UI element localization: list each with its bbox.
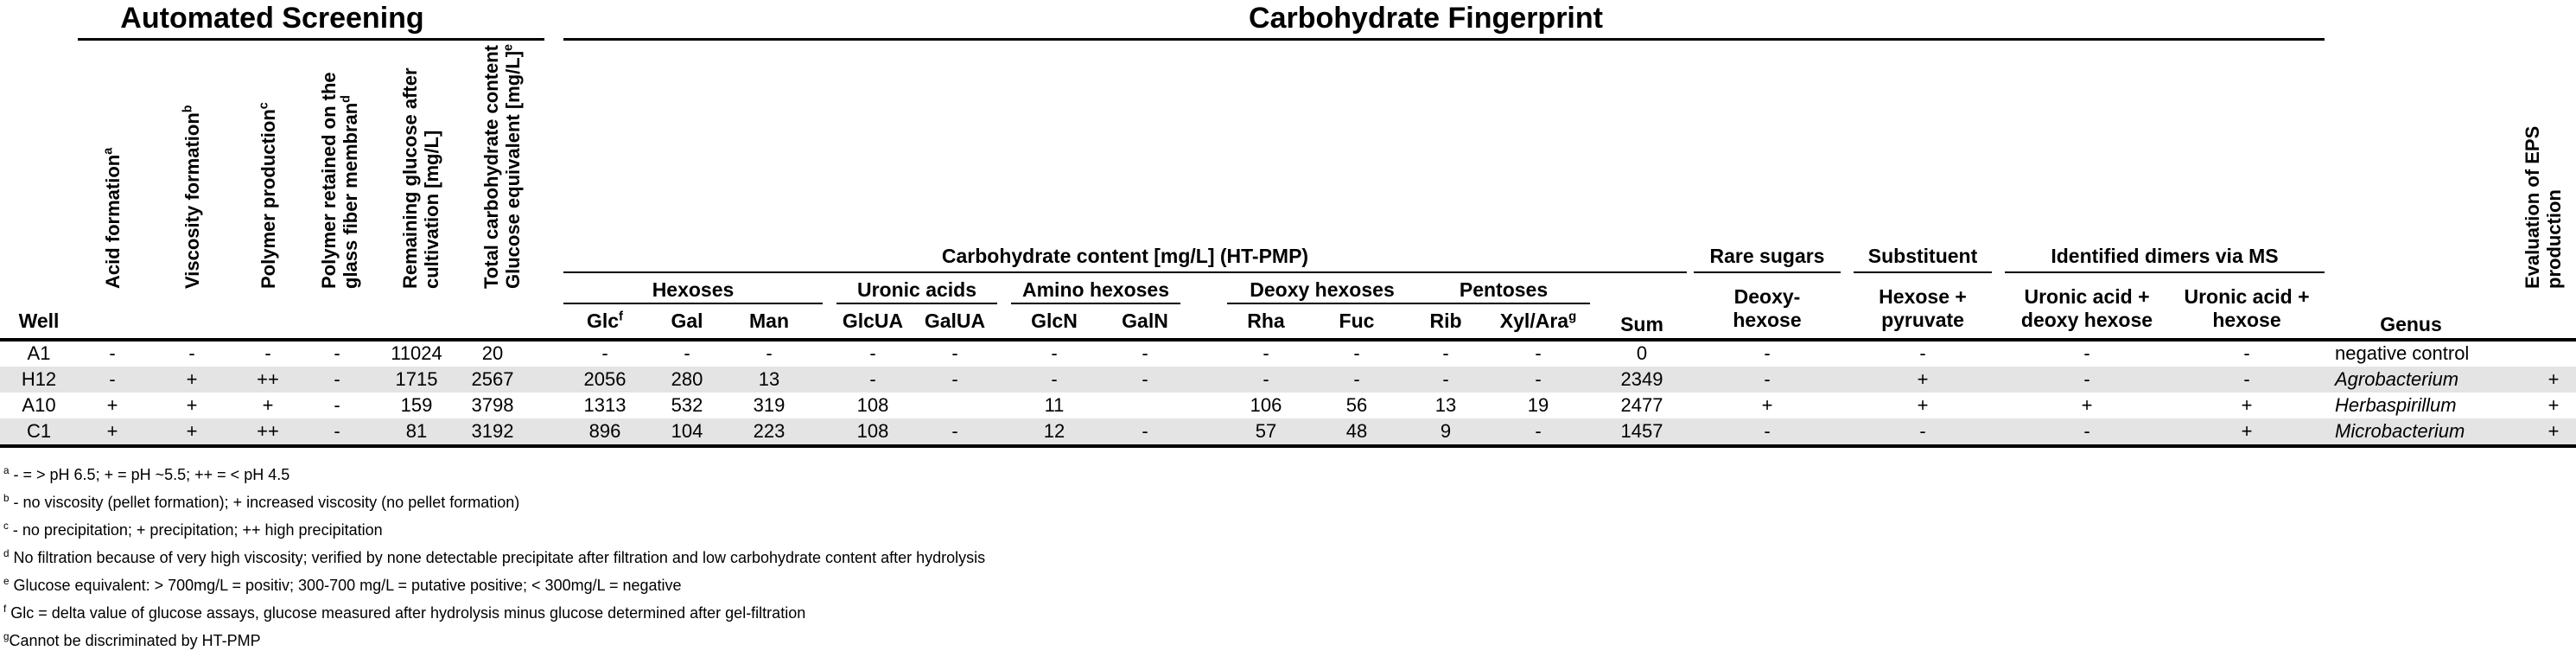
- header-uronic-deoxy: Uronic acid + deoxy hexose: [2020, 285, 2153, 331]
- cell-fuc: -: [1353, 342, 1360, 364]
- rule-rare: [1694, 271, 1841, 273]
- cell-eps: +: [2547, 368, 2560, 390]
- footnote-f: $^f$ Glc = delta value of glucose assays, glucose measured after hydrolysis minus glucose determined after gel-filtration: [3, 603, 806, 622]
- cell-well: A10: [22, 394, 56, 416]
- cell-genus: negative control: [2335, 342, 2470, 364]
- cell-sum: 2349: [1620, 368, 1663, 390]
- cell-uah: -: [2243, 342, 2250, 364]
- cell-rib: 9: [1440, 420, 1452, 442]
- rule-amino: [1011, 303, 1180, 304]
- cell-well: C1: [26, 420, 52, 442]
- footnote-b: $^b$ - no viscosity (pellet formation); + increased viscosity (no pellet formation): [3, 493, 520, 511]
- cell-man: 319: [753, 394, 786, 416]
- cell-hexpyr: +: [1917, 368, 1929, 390]
- cell-well: A1: [27, 342, 51, 364]
- cell-glcua: 108: [856, 420, 889, 442]
- rule-hexoses: [563, 303, 823, 304]
- header-galn: GalN: [1122, 310, 1168, 332]
- cell-glc: 896: [588, 420, 621, 442]
- header-glc: Glc$^f$: [586, 309, 624, 332]
- header-glcn: GlcN: [1031, 310, 1078, 332]
- header-fuc: Fuc: [1339, 310, 1375, 332]
- group-pentoses: Pentoses: [1459, 278, 1549, 301]
- cell-rib: -: [1442, 342, 1449, 364]
- cell-glu: 159: [400, 394, 433, 416]
- cell-gal: 104: [671, 420, 703, 442]
- cell-uad: -: [2083, 420, 2090, 442]
- cell-galua: -: [951, 420, 958, 442]
- cell-glc: 1313: [583, 394, 627, 416]
- header-polymer-production: Polymer production$^c$: [257, 102, 279, 289]
- header-gal: Gal: [671, 310, 703, 332]
- cell-visc: -: [188, 342, 195, 364]
- cell-glcua: -: [869, 342, 876, 364]
- group-hexoses: Hexoses: [652, 278, 735, 301]
- cell-deoxy: -: [1764, 368, 1771, 390]
- header-eps-evaluation: Evaluation of EPS production: [2522, 125, 2565, 289]
- cell-xyl: 19: [1527, 394, 1549, 416]
- cell-eps: +: [2547, 394, 2560, 416]
- cell-glcn: 12: [1043, 420, 1065, 442]
- cell-sum: 1457: [1620, 420, 1663, 442]
- cell-deoxy: -: [1764, 420, 1771, 442]
- cell-glu: 11024: [391, 342, 442, 364]
- cell-rha: 106: [1250, 394, 1282, 416]
- header-sum: Sum: [1620, 313, 1663, 335]
- cell-visc: +: [186, 394, 198, 416]
- cell-sum: 2477: [1620, 394, 1663, 416]
- cell-glcn: -: [1051, 368, 1058, 390]
- cell-uah: +: [2241, 420, 2253, 442]
- cell-xyl: -: [1535, 342, 1542, 364]
- cell-poly: -: [264, 342, 271, 364]
- header-galua: GalUA: [924, 310, 986, 332]
- header-hexose-pyruvate: Hexose + pyruvate: [1879, 285, 1967, 331]
- header-uronic-hexose: Uronic acid + hexose: [2184, 285, 2310, 331]
- header-well: Well: [18, 310, 60, 332]
- group-identified-dimers: Identified dimers via MS: [2051, 245, 2279, 267]
- header-xyl-ara: Xyl/Ara$^g$: [1499, 309, 1577, 332]
- cell-galua: -: [951, 368, 958, 390]
- cell-glcn: 11: [1044, 394, 1065, 416]
- cell-gal: -: [684, 342, 690, 364]
- cell-gal: 280: [671, 368, 703, 390]
- rule-dimers: [2005, 271, 2325, 273]
- cell-hexpyr: +: [1917, 394, 1929, 416]
- cell-man: -: [766, 342, 773, 364]
- cell-gal: 532: [671, 394, 703, 416]
- cell-poly: ++: [257, 368, 279, 390]
- cell-fuc: -: [1353, 368, 1360, 390]
- footnote-d: $^d$ No filtration because of very high viscosity; verified by none detectable precipitate after filtration and low carbohydrate content after hydrolysis: [3, 548, 986, 566]
- rule-carb-content: [563, 271, 1687, 273]
- cell-fuc: 48: [1345, 420, 1368, 442]
- cell-glu: 1715: [395, 368, 438, 390]
- group-substituent: Substituent: [1867, 245, 1978, 267]
- cell-xyl: -: [1535, 368, 1542, 390]
- cell-poly: ++: [257, 420, 279, 442]
- cell-ret: -: [334, 420, 340, 442]
- cell-rib: -: [1442, 368, 1449, 390]
- header-genus: Genus: [2380, 313, 2442, 335]
- cell-total: 3192: [471, 420, 514, 442]
- header-rib: Rib: [1429, 310, 1462, 332]
- rule-automated: [78, 38, 544, 41]
- cell-glcua: 108: [856, 394, 889, 416]
- cell-glc: -: [601, 342, 608, 364]
- cell-uad: +: [2081, 394, 2093, 416]
- cell-rha: 57: [1255, 420, 1277, 442]
- cell-glcn: -: [1051, 342, 1058, 364]
- header-deoxy-hexose: Deoxy- hexose: [1733, 285, 1802, 331]
- cell-ret: -: [334, 342, 340, 364]
- header-man: Man: [749, 310, 789, 332]
- cell-acid: +: [106, 394, 118, 416]
- cell-deoxy: +: [1761, 394, 1773, 416]
- cell-ret: -: [334, 368, 340, 390]
- footnote-a: $^a$ - = > pH 6.5; + = pH ~5.5; ++ = < pH 4.5: [3, 465, 290, 483]
- header-remaining-glucose: Remaining glucose after cultivation [mg/L]: [399, 67, 442, 289]
- cell-genus: Agrobacterium: [2335, 368, 2459, 390]
- cell-rha: -: [1263, 342, 1269, 364]
- header-viscosity-formation: Viscosity formation$^b$: [181, 105, 203, 289]
- header-total-carbohydrate: Total carbohydrate content Glucose equivalent $[mg/L]^e$: [480, 44, 524, 289]
- rule-table-bottom: [0, 444, 2576, 448]
- cell-total: 2567: [471, 368, 514, 390]
- cell-total: 3798: [471, 394, 514, 416]
- cell-xyl: -: [1535, 420, 1542, 442]
- cell-poly: +: [262, 394, 274, 416]
- rule-deoxy: [1227, 303, 1417, 304]
- cell-deoxy: -: [1764, 342, 1771, 364]
- cell-acid: -: [109, 368, 116, 390]
- cell-man: 13: [758, 368, 780, 390]
- section-carbohydrate-fingerprint: Carbohydrate Fingerprint: [1249, 2, 1603, 35]
- cell-galn: -: [1142, 420, 1148, 442]
- cell-acid: +: [106, 420, 118, 442]
- footnote-g: $^g$Cannot be discriminated by HT-PMP: [3, 631, 261, 649]
- cell-glc: 2056: [583, 368, 627, 390]
- footnote-c: $^c$ - no precipitation; + precipitation; ++ high precipitation: [3, 520, 383, 539]
- cell-sum: 0: [1636, 342, 1648, 364]
- header-glcua: GlcUA: [842, 310, 904, 332]
- group-deoxy-hexoses: Deoxy hexoses: [1250, 278, 1395, 301]
- cell-uad: -: [2083, 368, 2090, 390]
- cell-man: 223: [753, 420, 786, 442]
- section-automated-screening: Automated Screening: [120, 2, 424, 35]
- cell-glu: 81: [405, 420, 428, 442]
- cell-rha: -: [1263, 368, 1269, 390]
- rule-substituent: [1854, 271, 1992, 273]
- cell-total: 20: [481, 342, 504, 364]
- rule-fingerprint: [563, 38, 2325, 41]
- group-amino-hexoses: Amino hexoses: [1022, 278, 1169, 301]
- cell-visc: +: [186, 368, 198, 390]
- header-acid-formation: Acid formation$^a$: [101, 147, 124, 289]
- header-polymer-retained: Polymer retained on the glass fiber membran$^d$: [318, 72, 361, 289]
- cell-fuc: 56: [1345, 394, 1368, 416]
- cell-uah: +: [2241, 394, 2253, 416]
- cell-uah: -: [2243, 368, 2250, 390]
- cell-hexpyr: -: [1919, 342, 1926, 364]
- cell-glcua: -: [869, 368, 876, 390]
- cell-rib: 13: [1434, 394, 1457, 416]
- cell-eps: +: [2547, 420, 2560, 442]
- cell-galn: -: [1142, 342, 1148, 364]
- cell-ret: -: [334, 394, 340, 416]
- header-carb-content: Carbohydrate content [mg/L] (HT-PMP): [941, 245, 1309, 267]
- cell-visc: +: [186, 420, 198, 442]
- cell-uad: -: [2083, 342, 2090, 364]
- group-rare-sugars: Rare sugars: [1709, 245, 1825, 267]
- rule-pentoses: [1417, 303, 1590, 304]
- cell-well: H12: [21, 368, 57, 390]
- cell-galua: -: [951, 342, 958, 364]
- group-uronic-acids: Uronic acids: [856, 278, 977, 301]
- cell-acid: -: [109, 342, 116, 364]
- rule-uronic: [836, 303, 997, 304]
- cell-galn: -: [1142, 368, 1148, 390]
- cell-genus: Herbaspirillum: [2335, 394, 2457, 416]
- cell-genus: Microbacterium: [2335, 420, 2465, 442]
- cell-hexpyr: -: [1919, 420, 1926, 442]
- header-rha: Rha: [1247, 310, 1285, 332]
- footnote-e: $^e$ Glucose equivalent: > 700mg/L = positiv; 300-700 mg/L = putative positive; < 300mg/L = negative: [3, 576, 682, 594]
